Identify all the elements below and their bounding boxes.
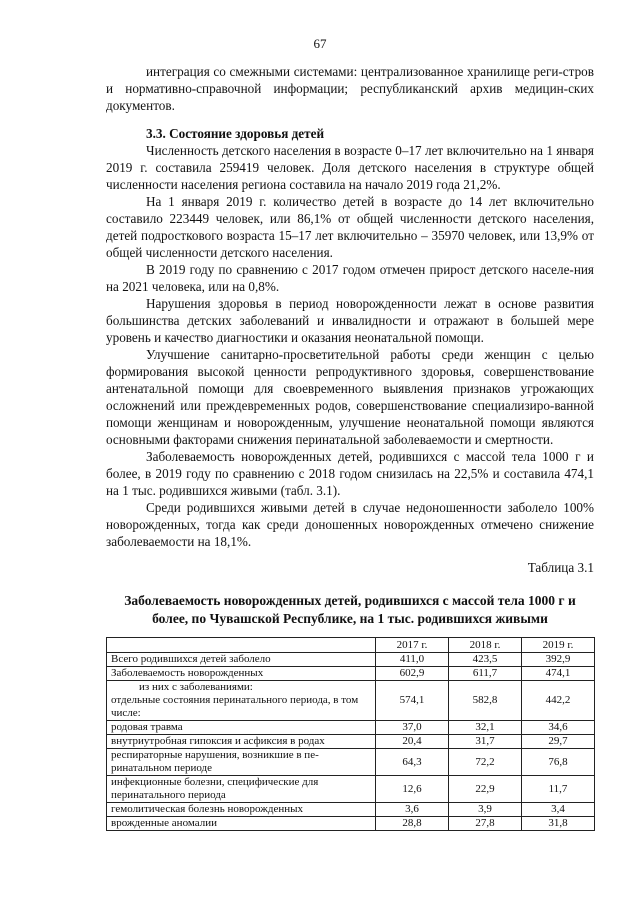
table-row — [107, 803, 595, 817]
table-row — [107, 735, 595, 749]
page-number: 67 — [313, 36, 327, 51]
table-header-2017: 2017 г. — [376, 638, 449, 653]
row-label: респираторные нарушения, возникшие в пе-ринатальном периоде — [107, 749, 376, 776]
row-label: гемолитическая болезнь новорожденных — [107, 803, 376, 817]
cell-2018: 31,7 — [449, 735, 522, 749]
table-row — [107, 817, 595, 831]
row-label: инфекционные болезни, специфические для перинатального периода — [107, 776, 376, 803]
cell-2018: 22,9 — [449, 776, 522, 803]
cell-2018: 582,8 — [449, 681, 522, 721]
cell-2018: 32,1 — [449, 721, 522, 735]
table-header-2019: 2019 г. — [522, 638, 595, 653]
paragraph-6: Заболеваемость новорожденных детей, родившихся с массой тела 1000 г и более, в 2019 году по сравнению с 2018 годом снизилась на 22,5% и составила 474,1 на 1 тыс. родившихся живыми (табл. 3.1). — [106, 449, 594, 498]
cell-2017: 20,4 — [376, 735, 449, 749]
cell-2019: 442,2 — [522, 681, 595, 721]
table-header-row — [107, 638, 595, 653]
table-header-label — [107, 638, 376, 653]
paragraph-7: Среди родившихся живыми детей в случае недоношенности заболело 100% новорожденных, тогда как среди доношенных новорожденных отмечено снижение заболеваемости на 18,1%. — [106, 500, 594, 549]
intro-block — [106, 63, 594, 114]
cell-2019: 34,6 — [522, 721, 595, 735]
row-label: Заболеваемость новорожденных — [107, 667, 376, 681]
paragraph-5: Улучшение санитарно-просветительной работы среди женщин с целью формирования высокой ценности репродуктивного здоровья, совершенствование антенатальной помощи для своевременного выявления признаков угрожающих осложнений или преждевременных родов, совершенствование специализиро-ванной помощи женщинам и новорожденным, улучшение неонатальной помощи являются основными факторами снижения перинатальной заболеваемости и смертности. — [106, 347, 594, 447]
table-caption: Таблица 3.1 — [527, 560, 594, 575]
cell-2019: 29,7 — [522, 735, 595, 749]
table-title: Заболеваемость новорожденных детей, родившихся с массой тела 1000 г и более, по Чувашской Республике, на 1 тыс. родившихся живыми — [124, 593, 576, 626]
cell-2018: 611,7 — [449, 667, 522, 681]
cell-2017: 602,9 — [376, 667, 449, 681]
table-row — [107, 776, 595, 803]
cell-2018: 423,5 — [449, 653, 522, 667]
cell-2017: 12,6 — [376, 776, 449, 803]
row-label-text: отдельные состояния перинатального периода, в том числе: — [111, 694, 359, 719]
cell-2019: 3,4 — [522, 803, 595, 817]
cell-2018: 3,9 — [449, 803, 522, 817]
table-row — [107, 667, 595, 681]
cell-2018: 27,8 — [449, 817, 522, 831]
table-row — [107, 653, 595, 667]
table-header-2018: 2018 г. — [449, 638, 522, 653]
row-sublabel: из них с заболеваниями: — [139, 681, 253, 693]
table-row — [107, 721, 595, 735]
section-body — [106, 125, 594, 550]
cell-2019: 76,8 — [522, 749, 595, 776]
paragraph-3: В 2019 году по сравнению с 2017 годом отмечен прирост детского населе-ния на 2021 человека, или на 0,8%. — [106, 262, 594, 294]
cell-2019: 31,8 — [522, 817, 595, 831]
cell-2019: 392,9 — [522, 653, 595, 667]
cell-2019: 474,1 — [522, 667, 595, 681]
paragraph-1: Численность детского населения в возрасте 0–17 лет включительно на 1 января 2019 г. составила 259419 человек. Доля детского населения в структуре общей численности населения региона составила на начало 2019 года 21,2%. — [106, 143, 594, 192]
row-label: врожденные аномалии — [107, 817, 376, 831]
cell-2017: 28,8 — [376, 817, 449, 831]
cell-2017: 64,3 — [376, 749, 449, 776]
intro-paragraph: интеграция со смежными системами: централизованное хранилище реги-стров и нормативно-справочной информации; республиканский архив медицин-ских документов. — [106, 64, 594, 113]
row-label — [107, 681, 376, 721]
cell-2017: 411,0 — [376, 653, 449, 667]
cell-2017: 574,1 — [376, 681, 449, 721]
cell-2019: 11,7 — [522, 776, 595, 803]
table-row — [107, 749, 595, 776]
row-label: внутриутробная гипоксия и асфиксия в родах — [107, 735, 376, 749]
table-row — [107, 681, 595, 721]
morbidity-table — [106, 637, 595, 831]
row-label: родовая травма — [107, 721, 376, 735]
section-heading: 3.3. Состояние здоровья детей — [146, 126, 325, 141]
row-label: Всего родившихся детей заболело — [107, 653, 376, 667]
cell-2017: 3,6 — [376, 803, 449, 817]
cell-2017: 37,0 — [376, 721, 449, 735]
paragraph-2: На 1 января 2019 г. количество детей в возрасте до 14 лет включительно составило 223449 человек, или 86,1% от общей численности детского населения, детей подросткового возраста 15–17 лет включительно – 35970 человек, или 13,9% от общей численности детского населения. — [106, 194, 594, 260]
paragraph-4: Нарушения здоровья в период новорожденности лежат в основе развития большинства детских заболеваний и инвалидности и отражают в большей мере уровень и качество диагностики и оказания неонатальной помощи. — [106, 296, 594, 345]
cell-2018: 72,2 — [449, 749, 522, 776]
